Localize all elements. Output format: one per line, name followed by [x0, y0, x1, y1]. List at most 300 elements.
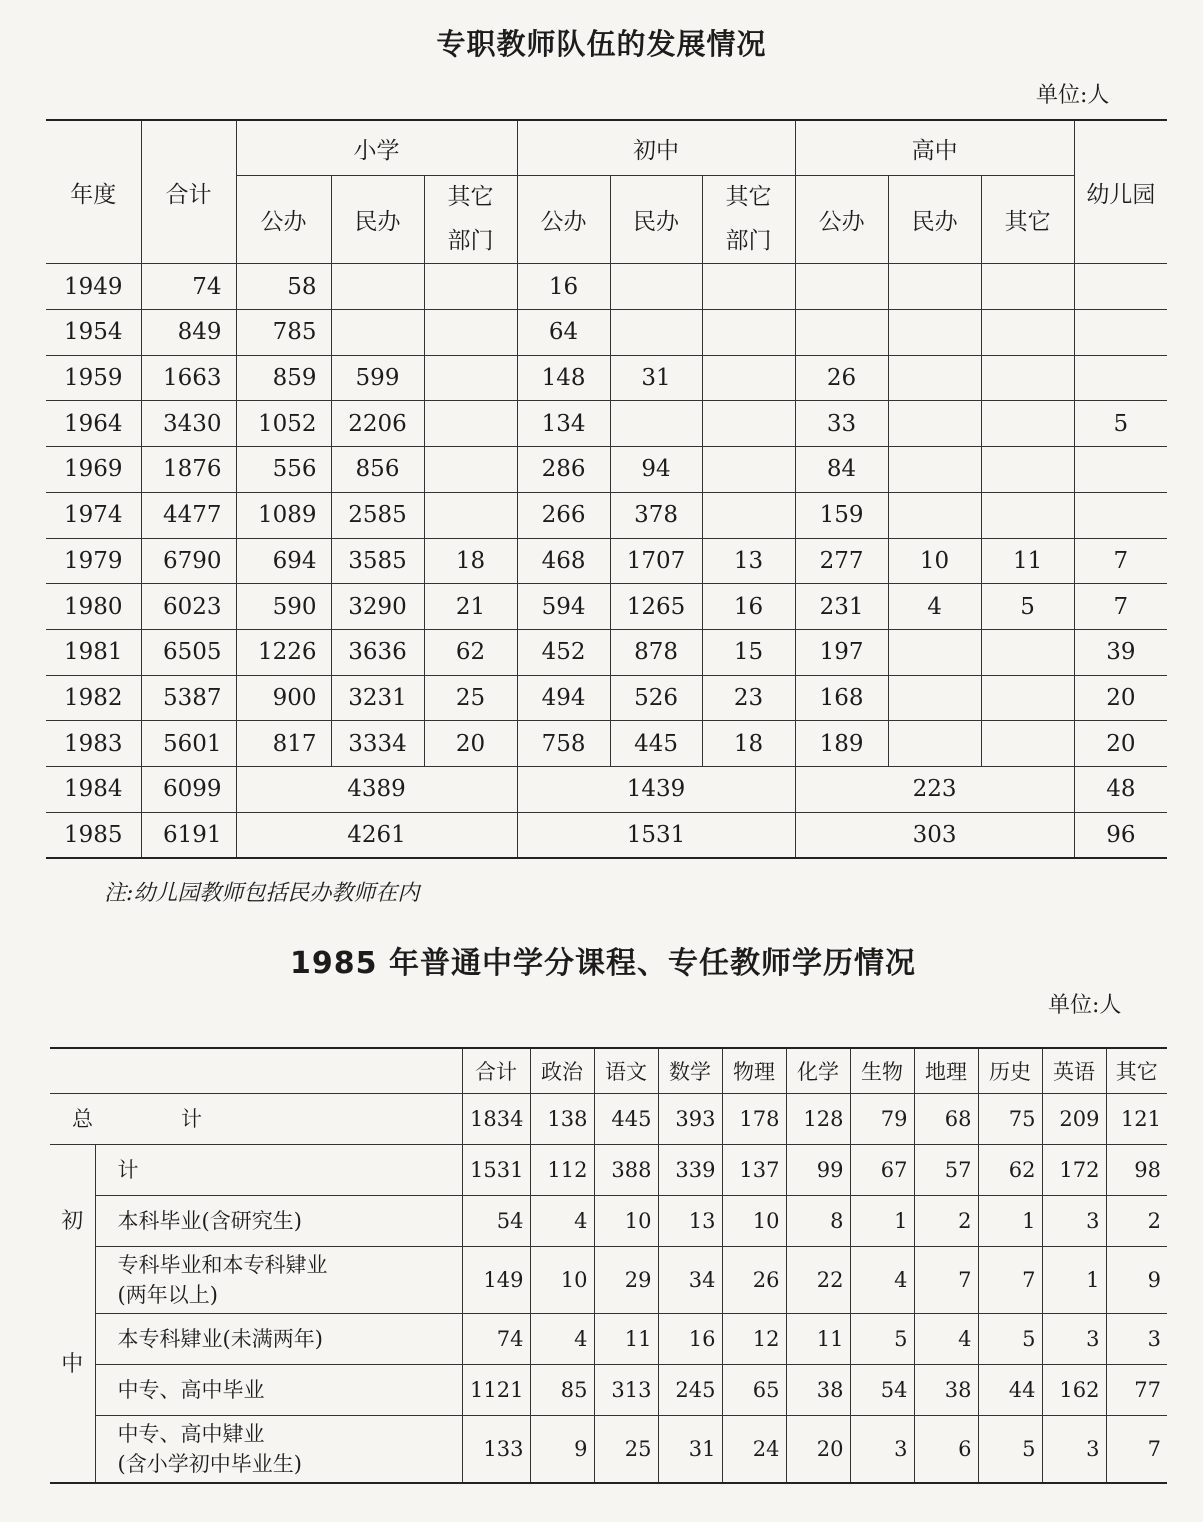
total-cell: 5601	[141, 721, 236, 767]
value-cell-p-oth: 21	[424, 584, 517, 630]
value-cell: 75	[978, 1094, 1042, 1145]
junior-merged-cell: 1531	[517, 812, 795, 858]
value-cell: 162	[1042, 1365, 1106, 1416]
value-cell: 1	[850, 1196, 914, 1247]
year-cell: 1979	[46, 538, 141, 584]
value-cell: 22	[786, 1247, 850, 1314]
value-cell: 10	[530, 1247, 594, 1314]
value-cell-p-pri: 856	[331, 447, 424, 493]
value-cell-kg	[1074, 355, 1167, 401]
value-cell: 11	[594, 1314, 658, 1365]
value-cell: 54	[850, 1365, 914, 1416]
year-cell: 1983	[46, 721, 141, 767]
value-cell: 68	[914, 1094, 978, 1145]
total-cell: 849	[141, 310, 236, 356]
total-label-part1: 总	[72, 1106, 93, 1131]
value-cell: 74	[462, 1314, 530, 1365]
value-cell: 11	[786, 1314, 850, 1365]
table-row	[46, 401, 1167, 447]
total-cell: 1876	[141, 447, 236, 493]
value-cell-s-pub: 189	[795, 721, 888, 767]
value-cell-s-pri	[888, 310, 981, 356]
row-label-line2: (两年以上)	[117, 1283, 218, 1307]
value-cell: 20	[786, 1416, 850, 1484]
value-cell: 149	[462, 1247, 530, 1314]
value-cell-kg	[1074, 310, 1167, 356]
value-cell-s-pub	[795, 264, 888, 310]
value-cell: 121	[1106, 1094, 1167, 1145]
value-cell-p-oth	[424, 401, 517, 447]
header-blank-cell	[50, 1048, 462, 1094]
value-cell: 388	[594, 1145, 658, 1196]
year-cell: 1980	[46, 584, 141, 630]
primary-merged-cell: 4389	[236, 766, 517, 812]
value-cell: 445	[594, 1094, 658, 1145]
column-header: 化学	[786, 1048, 850, 1094]
value-cell-j-pri: 1265	[610, 584, 702, 630]
value-cell: 25	[594, 1416, 658, 1484]
value-cell: 85	[530, 1365, 594, 1416]
value-cell-p-pri: 3290	[331, 584, 424, 630]
row-label-line1: 中专、高中毕业	[117, 1377, 265, 1402]
value-cell-p-pri: 3334	[331, 721, 424, 767]
value-cell-s-oth: 11	[981, 538, 1074, 584]
header-year: 年度	[46, 120, 141, 264]
value-cell-j-pub: 594	[517, 584, 610, 630]
value-cell-j-pri: 378	[610, 492, 702, 538]
kindergarten-cell: 96	[1074, 812, 1167, 858]
year-cell: 1954	[46, 310, 141, 356]
value-cell-j-pri	[610, 310, 702, 356]
header-junior-public: 公办	[517, 176, 610, 264]
value-cell-j-oth: 13	[702, 538, 795, 584]
table2-title: 1985 年普通中学分课程、专任教师学历情况	[290, 946, 916, 981]
value-cell-j-pri: 445	[610, 721, 702, 767]
header-other-dept-line2: 部门	[725, 227, 772, 254]
value-cell: 2	[914, 1196, 978, 1247]
header-senior: 高中	[795, 120, 1074, 176]
value-cell-s-pri	[888, 447, 981, 493]
column-header: 物理	[722, 1048, 786, 1094]
value-cell-s-oth	[981, 264, 1074, 310]
value-cell-j-pri: 94	[610, 447, 702, 493]
value-cell: 57	[914, 1145, 978, 1196]
value-cell-p-pub: 58	[236, 264, 331, 310]
column-header: 历史	[978, 1048, 1042, 1094]
value-cell: 2	[1106, 1196, 1167, 1247]
header-primary-private: 民办	[331, 176, 424, 264]
total-cell: 6191	[141, 812, 236, 858]
value-cell: 1	[1042, 1247, 1106, 1314]
header-total: 合计	[141, 120, 236, 264]
junior-merged-cell: 1439	[517, 766, 795, 812]
value-cell-s-pri: 10	[888, 538, 981, 584]
value-cell-s-oth	[981, 310, 1074, 356]
value-cell-p-oth	[424, 355, 517, 401]
total-cell: 3430	[141, 401, 236, 447]
value-cell-j-oth	[702, 492, 795, 538]
value-cell-p-pub: 1089	[236, 492, 331, 538]
value-cell: 4	[530, 1314, 594, 1365]
column-header: 数学	[658, 1048, 722, 1094]
value-cell: 138	[530, 1094, 594, 1145]
value-cell-p-pub: 694	[236, 538, 331, 584]
value-cell: 38	[914, 1365, 978, 1416]
column-header: 政治	[530, 1048, 594, 1094]
value-cell-kg: 7	[1074, 538, 1167, 584]
table-row-merged	[46, 766, 1167, 812]
column-header: 地理	[914, 1048, 978, 1094]
value-cell: 6	[914, 1416, 978, 1484]
table1-unit: 单位:人	[1036, 83, 1110, 108]
value-cell-s-pri	[888, 401, 981, 447]
row-label	[95, 1365, 462, 1416]
value-cell-j-pub: 758	[517, 721, 610, 767]
total-cell: 6790	[141, 538, 236, 584]
year-cell: 1949	[46, 264, 141, 310]
value-cell: 16	[658, 1314, 722, 1365]
total-cell: 5387	[141, 675, 236, 721]
header-other-dept-line2: 部门	[447, 227, 494, 254]
value-cell-p-oth	[424, 310, 517, 356]
table-row	[46, 675, 1167, 721]
year-cell: 1984	[46, 766, 141, 812]
section-label-char2: 中	[61, 1351, 84, 1377]
value-cell-s-pub: 159	[795, 492, 888, 538]
table-row	[50, 1314, 1167, 1365]
value-cell: 313	[594, 1365, 658, 1416]
value-cell-j-pub: 64	[517, 310, 610, 356]
value-cell: 10	[594, 1196, 658, 1247]
value-cell-s-pri	[888, 355, 981, 401]
teacher-education-table	[50, 1047, 1167, 1484]
section-label-char1: 初	[61, 1209, 84, 1235]
table-row	[46, 538, 1167, 584]
value-cell: 99	[786, 1145, 850, 1196]
value-cell-kg: 7	[1074, 584, 1167, 630]
value-cell-s-pri	[888, 675, 981, 721]
value-cell: 31	[658, 1416, 722, 1484]
row-label-line1: 专科毕业和本专科肄业	[117, 1252, 328, 1277]
value-cell-s-pri	[888, 492, 981, 538]
table-row	[46, 264, 1167, 310]
row-label	[95, 1314, 462, 1365]
value-cell: 7	[1106, 1416, 1167, 1484]
value-cell: 3	[1042, 1314, 1106, 1365]
table-row	[50, 1416, 1167, 1484]
table-row	[46, 492, 1167, 538]
value-cell-p-pub: 590	[236, 584, 331, 630]
header-primary-other-dept	[424, 176, 517, 264]
value-cell-p-oth: 18	[424, 538, 517, 584]
total-cell: 1663	[141, 355, 236, 401]
header-other-dept-line1: 其它	[447, 184, 494, 210]
value-cell-s-pri	[888, 264, 981, 310]
value-cell: 3	[1042, 1416, 1106, 1484]
value-cell: 7	[914, 1247, 978, 1314]
value-cell-j-oth	[702, 401, 795, 447]
value-cell-s-pub: 26	[795, 355, 888, 401]
value-cell-kg: 20	[1074, 675, 1167, 721]
header-primary: 小学	[236, 120, 517, 176]
header-row	[50, 1048, 1167, 1094]
value-cell: 128	[786, 1094, 850, 1145]
value-cell-s-pub: 197	[795, 629, 888, 675]
kindergarten-cell: 48	[1074, 766, 1167, 812]
value-cell: 98	[1106, 1145, 1167, 1196]
value-cell-s-pub: 277	[795, 538, 888, 584]
header-junior-private: 民办	[610, 176, 702, 264]
value-cell-j-pri	[610, 401, 702, 447]
table-row	[46, 310, 1167, 356]
value-cell: 3	[1042, 1196, 1106, 1247]
value-cell-kg: 39	[1074, 629, 1167, 675]
value-cell-p-oth: 25	[424, 675, 517, 721]
value-cell: 34	[658, 1247, 722, 1314]
value-cell-p-pub: 1226	[236, 629, 331, 675]
row-label-line1: 本专科肄业(未满两年)	[117, 1326, 323, 1351]
header-junior-other-dept	[702, 176, 795, 264]
year-cell: 1959	[46, 355, 141, 401]
total-cell: 6099	[141, 766, 236, 812]
value-cell: 54	[462, 1196, 530, 1247]
value-cell-j-oth	[702, 264, 795, 310]
value-cell: 1	[978, 1196, 1042, 1247]
table-row	[50, 1145, 1167, 1196]
value-cell-s-pri: 4	[888, 584, 981, 630]
value-cell-p-pub: 556	[236, 447, 331, 493]
value-cell-p-pri: 2585	[331, 492, 424, 538]
value-cell-j-pub: 266	[517, 492, 610, 538]
senior-merged-cell: 223	[795, 766, 1074, 812]
table-row	[46, 355, 1167, 401]
value-cell-p-pri: 3636	[331, 629, 424, 675]
value-cell-s-pub: 168	[795, 675, 888, 721]
year-cell: 1969	[46, 447, 141, 493]
value-cell: 38	[786, 1365, 850, 1416]
value-cell-s-oth	[981, 629, 1074, 675]
value-cell-j-pri: 526	[610, 675, 702, 721]
value-cell-p-oth: 62	[424, 629, 517, 675]
column-header: 其它	[1106, 1048, 1167, 1094]
column-header: 英语	[1042, 1048, 1106, 1094]
value-cell: 29	[594, 1247, 658, 1314]
value-cell-p-pri	[331, 264, 424, 310]
value-cell-j-pri: 1707	[610, 538, 702, 584]
section-label-junior	[50, 1145, 95, 1484]
value-cell-s-pub: 231	[795, 584, 888, 630]
value-cell-p-pub: 859	[236, 355, 331, 401]
value-cell-j-pub: 16	[517, 264, 610, 310]
table1-title: 专职教师队伍的发展情况	[436, 27, 767, 61]
column-header: 语文	[594, 1048, 658, 1094]
row-label-line1: 中专、高中肄业	[117, 1421, 265, 1446]
value-cell: 209	[1042, 1094, 1106, 1145]
value-cell-s-oth	[981, 447, 1074, 493]
value-cell-j-pub: 148	[517, 355, 610, 401]
value-cell: 339	[658, 1145, 722, 1196]
senior-merged-cell: 303	[795, 812, 1074, 858]
value-cell: 4	[530, 1196, 594, 1247]
header-kindergarten: 幼儿园	[1074, 120, 1167, 264]
year-cell: 1974	[46, 492, 141, 538]
value-cell-j-pub: 494	[517, 675, 610, 721]
table2-unit: 单位:人	[1048, 993, 1122, 1018]
value-cell-p-oth: 20	[424, 721, 517, 767]
value-cell-j-oth: 16	[702, 584, 795, 630]
row-label-line2: (含小学初中毕业生)	[117, 1452, 302, 1476]
total-row	[50, 1094, 1167, 1145]
value-cell-j-oth	[702, 447, 795, 493]
value-cell: 79	[850, 1094, 914, 1145]
value-cell-j-oth	[702, 310, 795, 356]
value-cell-s-pri	[888, 721, 981, 767]
value-cell: 3	[850, 1416, 914, 1484]
row-label	[95, 1247, 462, 1314]
total-cell: 6023	[141, 584, 236, 630]
value-cell: 112	[530, 1145, 594, 1196]
value-cell-p-pub: 785	[236, 310, 331, 356]
value-cell-s-pub	[795, 310, 888, 356]
value-cell: 178	[722, 1094, 786, 1145]
value-cell-s-oth	[981, 492, 1074, 538]
value-cell: 5	[850, 1314, 914, 1365]
row-label-line1: 本科毕业(含研究生)	[117, 1208, 302, 1233]
value-cell-s-pri	[888, 629, 981, 675]
header-other-dept-line1: 其它	[725, 184, 772, 210]
value-cell-j-pub: 286	[517, 447, 610, 493]
value-cell-s-oth	[981, 675, 1074, 721]
total-cell: 74	[141, 264, 236, 310]
value-cell: 62	[978, 1145, 1042, 1196]
value-cell-j-pri: 31	[610, 355, 702, 401]
value-cell-p-oth	[424, 447, 517, 493]
value-cell-kg	[1074, 492, 1167, 538]
value-cell: 137	[722, 1145, 786, 1196]
value-cell-j-pri	[610, 264, 702, 310]
table-row	[46, 584, 1167, 630]
value-cell: 5	[978, 1416, 1042, 1484]
table-row	[46, 629, 1167, 675]
year-cell: 1985	[46, 812, 141, 858]
value-cell: 67	[850, 1145, 914, 1196]
value-cell-p-pri	[331, 310, 424, 356]
value-cell-j-pub: 468	[517, 538, 610, 584]
table1-note: 注:幼儿园教师包括民办教师在内	[104, 881, 420, 906]
value-cell-p-pub: 900	[236, 675, 331, 721]
table-row-merged	[46, 812, 1167, 858]
value-cell-p-pri: 3231	[331, 675, 424, 721]
value-cell-p-oth	[424, 264, 517, 310]
header-junior: 初中	[517, 120, 795, 176]
total-cell: 4477	[141, 492, 236, 538]
column-header: 合计	[462, 1048, 530, 1094]
value-cell: 5	[978, 1314, 1042, 1365]
value-cell-s-oth: 5	[981, 584, 1074, 630]
table-row	[50, 1365, 1167, 1416]
value-cell: 3	[1106, 1314, 1167, 1365]
value-cell-j-oth: 18	[702, 721, 795, 767]
value-cell: 4	[914, 1314, 978, 1365]
value-cell: 77	[1106, 1365, 1167, 1416]
value-cell-kg: 20	[1074, 721, 1167, 767]
value-cell-p-pri: 3585	[331, 538, 424, 584]
value-cell: 10	[722, 1196, 786, 1247]
value-cell-s-oth	[981, 355, 1074, 401]
value-cell-s-pub: 84	[795, 447, 888, 493]
value-cell-s-oth	[981, 401, 1074, 447]
row-label	[95, 1196, 462, 1247]
header-senior-public: 公办	[795, 176, 888, 264]
value-cell-j-oth: 23	[702, 675, 795, 721]
primary-merged-cell: 4261	[236, 812, 517, 858]
year-cell: 1981	[46, 629, 141, 675]
value-cell: 12	[722, 1314, 786, 1365]
value-cell: 65	[722, 1365, 786, 1416]
value-cell-kg	[1074, 264, 1167, 310]
value-cell-p-oth	[424, 492, 517, 538]
total-label-part2: 计	[181, 1106, 202, 1131]
value-cell: 24	[722, 1416, 786, 1484]
teacher-development-table	[46, 119, 1167, 859]
value-cell: 393	[658, 1094, 722, 1145]
value-cell-s-pub: 33	[795, 401, 888, 447]
value-cell: 245	[658, 1365, 722, 1416]
total-row-label	[50, 1094, 462, 1145]
value-cell-j-pub: 134	[517, 401, 610, 447]
value-cell-s-oth	[981, 721, 1074, 767]
year-cell: 1982	[46, 675, 141, 721]
value-cell: 26	[722, 1247, 786, 1314]
value-cell-j-oth	[702, 355, 795, 401]
value-cell: 1531	[462, 1145, 530, 1196]
value-cell-p-pub: 817	[236, 721, 331, 767]
value-cell-p-pri: 599	[331, 355, 424, 401]
table-row	[50, 1196, 1167, 1247]
header-senior-private: 民办	[888, 176, 981, 264]
row-label	[95, 1145, 462, 1196]
row-label	[95, 1416, 462, 1484]
value-cell: 4	[850, 1247, 914, 1314]
row-label-line1: 计	[117, 1157, 139, 1182]
header-primary-public: 公办	[236, 176, 331, 264]
value-cell: 7	[978, 1247, 1042, 1314]
total-cell: 6505	[141, 629, 236, 675]
value-cell: 1121	[462, 1365, 530, 1416]
value-cell: 133	[462, 1416, 530, 1484]
value-cell: 13	[658, 1196, 722, 1247]
value-cell-kg	[1074, 447, 1167, 493]
header-senior-other: 其它	[981, 176, 1074, 264]
table-row	[50, 1247, 1167, 1314]
value-cell: 9	[1106, 1247, 1167, 1314]
value-cell: 9	[530, 1416, 594, 1484]
value-cell: 8	[786, 1196, 850, 1247]
value-cell: 172	[1042, 1145, 1106, 1196]
value-cell-j-pri: 878	[610, 629, 702, 675]
table-row	[46, 447, 1167, 493]
column-header: 生物	[850, 1048, 914, 1094]
value-cell-p-pri: 2206	[331, 401, 424, 447]
value-cell: 44	[978, 1365, 1042, 1416]
value-cell-j-pub: 452	[517, 629, 610, 675]
table-row	[46, 721, 1167, 767]
year-cell: 1964	[46, 401, 141, 447]
value-cell-kg: 5	[1074, 401, 1167, 447]
value-cell: 1834	[462, 1094, 530, 1145]
value-cell-j-oth: 15	[702, 629, 795, 675]
value-cell-p-pub: 1052	[236, 401, 331, 447]
